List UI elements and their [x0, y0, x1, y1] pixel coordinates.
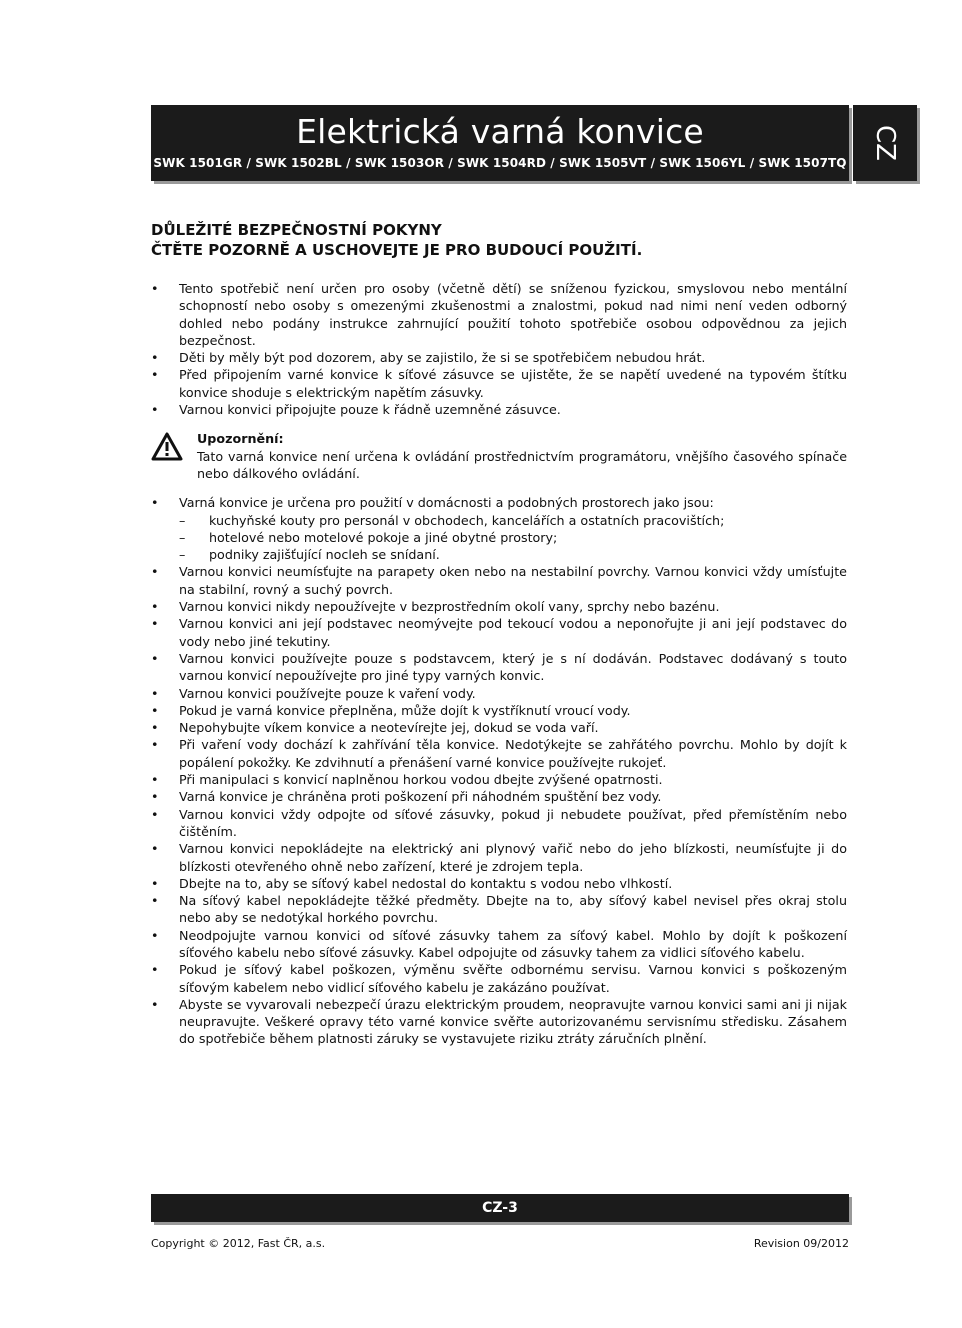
copyright-notice: Copyright © 2012, Fast ČR, a.s.	[151, 1237, 326, 1250]
list-item: • Děti by měly být pod dozorem, aby se zajistilo, že si se spotřebičem nebudou hrát.	[151, 349, 847, 366]
sub-item: – kuchyňské kouty pro personál v obchodech, kancelářích a ostatních pracovištích;	[179, 512, 847, 529]
list-item: • Varnou konvici vždy odpojte od síťové zásuvky, pokud ji nebudete používat, před přemístěním nebo čištěním.	[151, 806, 847, 841]
sub-item: – hotelové nebo motelové pokoje a jiné obytné prostory;	[179, 529, 847, 546]
bullet-list-a	[151, 280, 847, 418]
list-item: • Varnou konvici nepokládejte na elektrický ani plynový vařič nebo do jeho blízkosti, neumísťujte ji do blízkosti otevřeného ohně nebo zařízení, které je zdrojem tepla.	[151, 840, 847, 875]
sub-list	[179, 512, 847, 564]
list-item: • Varnou konvici ani její podstavec neomývejte pod tekoucí vodou a neponořujte ji ani její podstavec do vody nebo jiné tekutiny.	[151, 615, 847, 650]
list-item	[151, 494, 847, 563]
list-item: • Před připojením varné konvice k síťové zásuvce se ujistěte, že se napětí uvedené na typovém štítku konvice shoduje s elektrickým napětím zásuvky.	[151, 366, 847, 401]
list-item: • Dbejte na to, aby se síťový kabel nedostal do kontaktu s vodou nebo vlhkostí.	[151, 875, 847, 892]
heading-safety: DŮLEŽITÉ BEZPEČNOSTNÍ POKYNY	[151, 221, 442, 239]
language-code: CZ	[870, 125, 900, 161]
list-item: • Varnou konvici nikdy nepoužívejte v bezprostředním okolí vany, sprchy nebo bazénu.	[151, 598, 847, 615]
list-item: • Neodpojujte varnou konvici od síťové zásuvky tahem za síťový kabel. Mohlo by dojít k poškození síťového kabelu nebo síťové zásuvky. Kabel odpojujte od zásuvky tahem za vidlici síťového kabelu.	[151, 927, 847, 962]
list-item: • Nepohybujte víkem konvice a neotevírejte jej, dokud se voda vaří.	[151, 719, 847, 736]
list-item: • Na síťový kabel nepokládejte těžké předměty. Dbejte na to, aby síťový kabel nevisel přes okraj stolu nebo aby se nedotýkal horkého povrchu.	[151, 892, 847, 927]
page-number-bar	[151, 1194, 849, 1222]
model-list: SWK 1501GR / SWK 1502BL / SWK 1503OR / SWK 1504RD / SWK 1505VT / SWK 1506YL / SWK 1507TQ	[153, 156, 847, 170]
list-item: • Při manipulaci s konvicí naplněnou horkou vodou dbejte zvýšené opatrnosti.	[151, 771, 847, 788]
language-tab	[853, 105, 917, 181]
page-title: Elektrická varná konvice	[296, 112, 704, 151]
warning-notice	[151, 430, 847, 482]
warning-text: Tato varná konvice není určena k ovládání prostřednictvím programátoru, vnějšího časového spínače nebo dálkového ovládání.	[197, 448, 847, 481]
list-item: • Pokud je síťový kabel poškozen, výměnu svěřte odbornému servisu. Varnou konvici s poškozeným síťovým kabelem nebo vidlicí síťového kabelu je zakázáno používat.	[151, 961, 847, 996]
usage-intro: Varná konvice je určena pro použití v domácnosti a podobných prostorech jako jsou:	[179, 495, 714, 511]
bullet-list-b	[151, 494, 847, 1048]
list-item: • Pokud je varná konvice přeplněna, může dojít k vystříknutí vroucí vody.	[151, 702, 847, 719]
warning-triangle-icon	[151, 432, 183, 461]
list-item: • Tento spotřebič není určen pro osoby (včetně dětí) se sníženou fyzickou, smyslovou nebo mentální schopností nebo osoby s omezenými zkušenostmi a znalostmi, pokud nad nimi není veden odborný dohled nebo podány instrukce zahrnující použití tohoto spotřebiče osobou odpovědnou za jejich bezpečnost.	[151, 280, 847, 349]
list-item: • Varnou konvici neumísťujte na parapety oken nebo na nestabilní povrchy. Varnou konvici vždy umísťujte na stabilní, rovný a suchý povrch.	[151, 563, 847, 598]
safety-headings	[151, 220, 851, 260]
list-item: • Při vaření vody dochází k zahřívání těla konvice. Nedotýkejte se zahřátého povrchu. Mohlo by dojít k popálení pokožky. Ke zdvihnutí a přenášení varné konvice používejte rukojeť.	[151, 736, 847, 771]
sub-item: – podniky zajišťující nocleh se snídaní.	[179, 546, 847, 563]
list-item: • Varná konvice je chráněna proti poškození při náhodném spuštění bez vody.	[151, 788, 847, 805]
page-number: CZ-3	[482, 1200, 518, 1216]
heading-read-carefully: ČTĚTE POZORNĚ A USCHOVEJTE JE PRO BUDOUCÍ POUŽITÍ.	[151, 241, 643, 259]
list-item: • Abyste se vyvarovali nebezpečí úrazu elektrickým proudem, neopravujte varnou konvici sami ani ji nijak neupravujte. Veškeré opravy této varné konvice svěřte autorizovanému servisnímu středisku. Zásahem do spotřebiče během platnosti záruky se vystavujete riziku ztráty záručních plnění.	[151, 996, 847, 1048]
list-item: • Varnou konvici připojujte pouze k řádně uzemněné zásuvce.	[151, 401, 847, 418]
instructions-body	[151, 280, 847, 1048]
revision-date: Revision 09/2012	[753, 1237, 849, 1250]
warning-title: Upozornění:	[197, 431, 284, 447]
list-item: • Varnou konvici používejte pouze s podstavcem, který je s ní dodáván. Podstavec dodávaný s touto varnou konvicí nepoužívejte pro jiné typy varných konvic.	[151, 650, 847, 685]
title-banner	[151, 105, 849, 181]
list-item: • Varnou konvici používejte pouze k vaření vody.	[151, 685, 847, 702]
